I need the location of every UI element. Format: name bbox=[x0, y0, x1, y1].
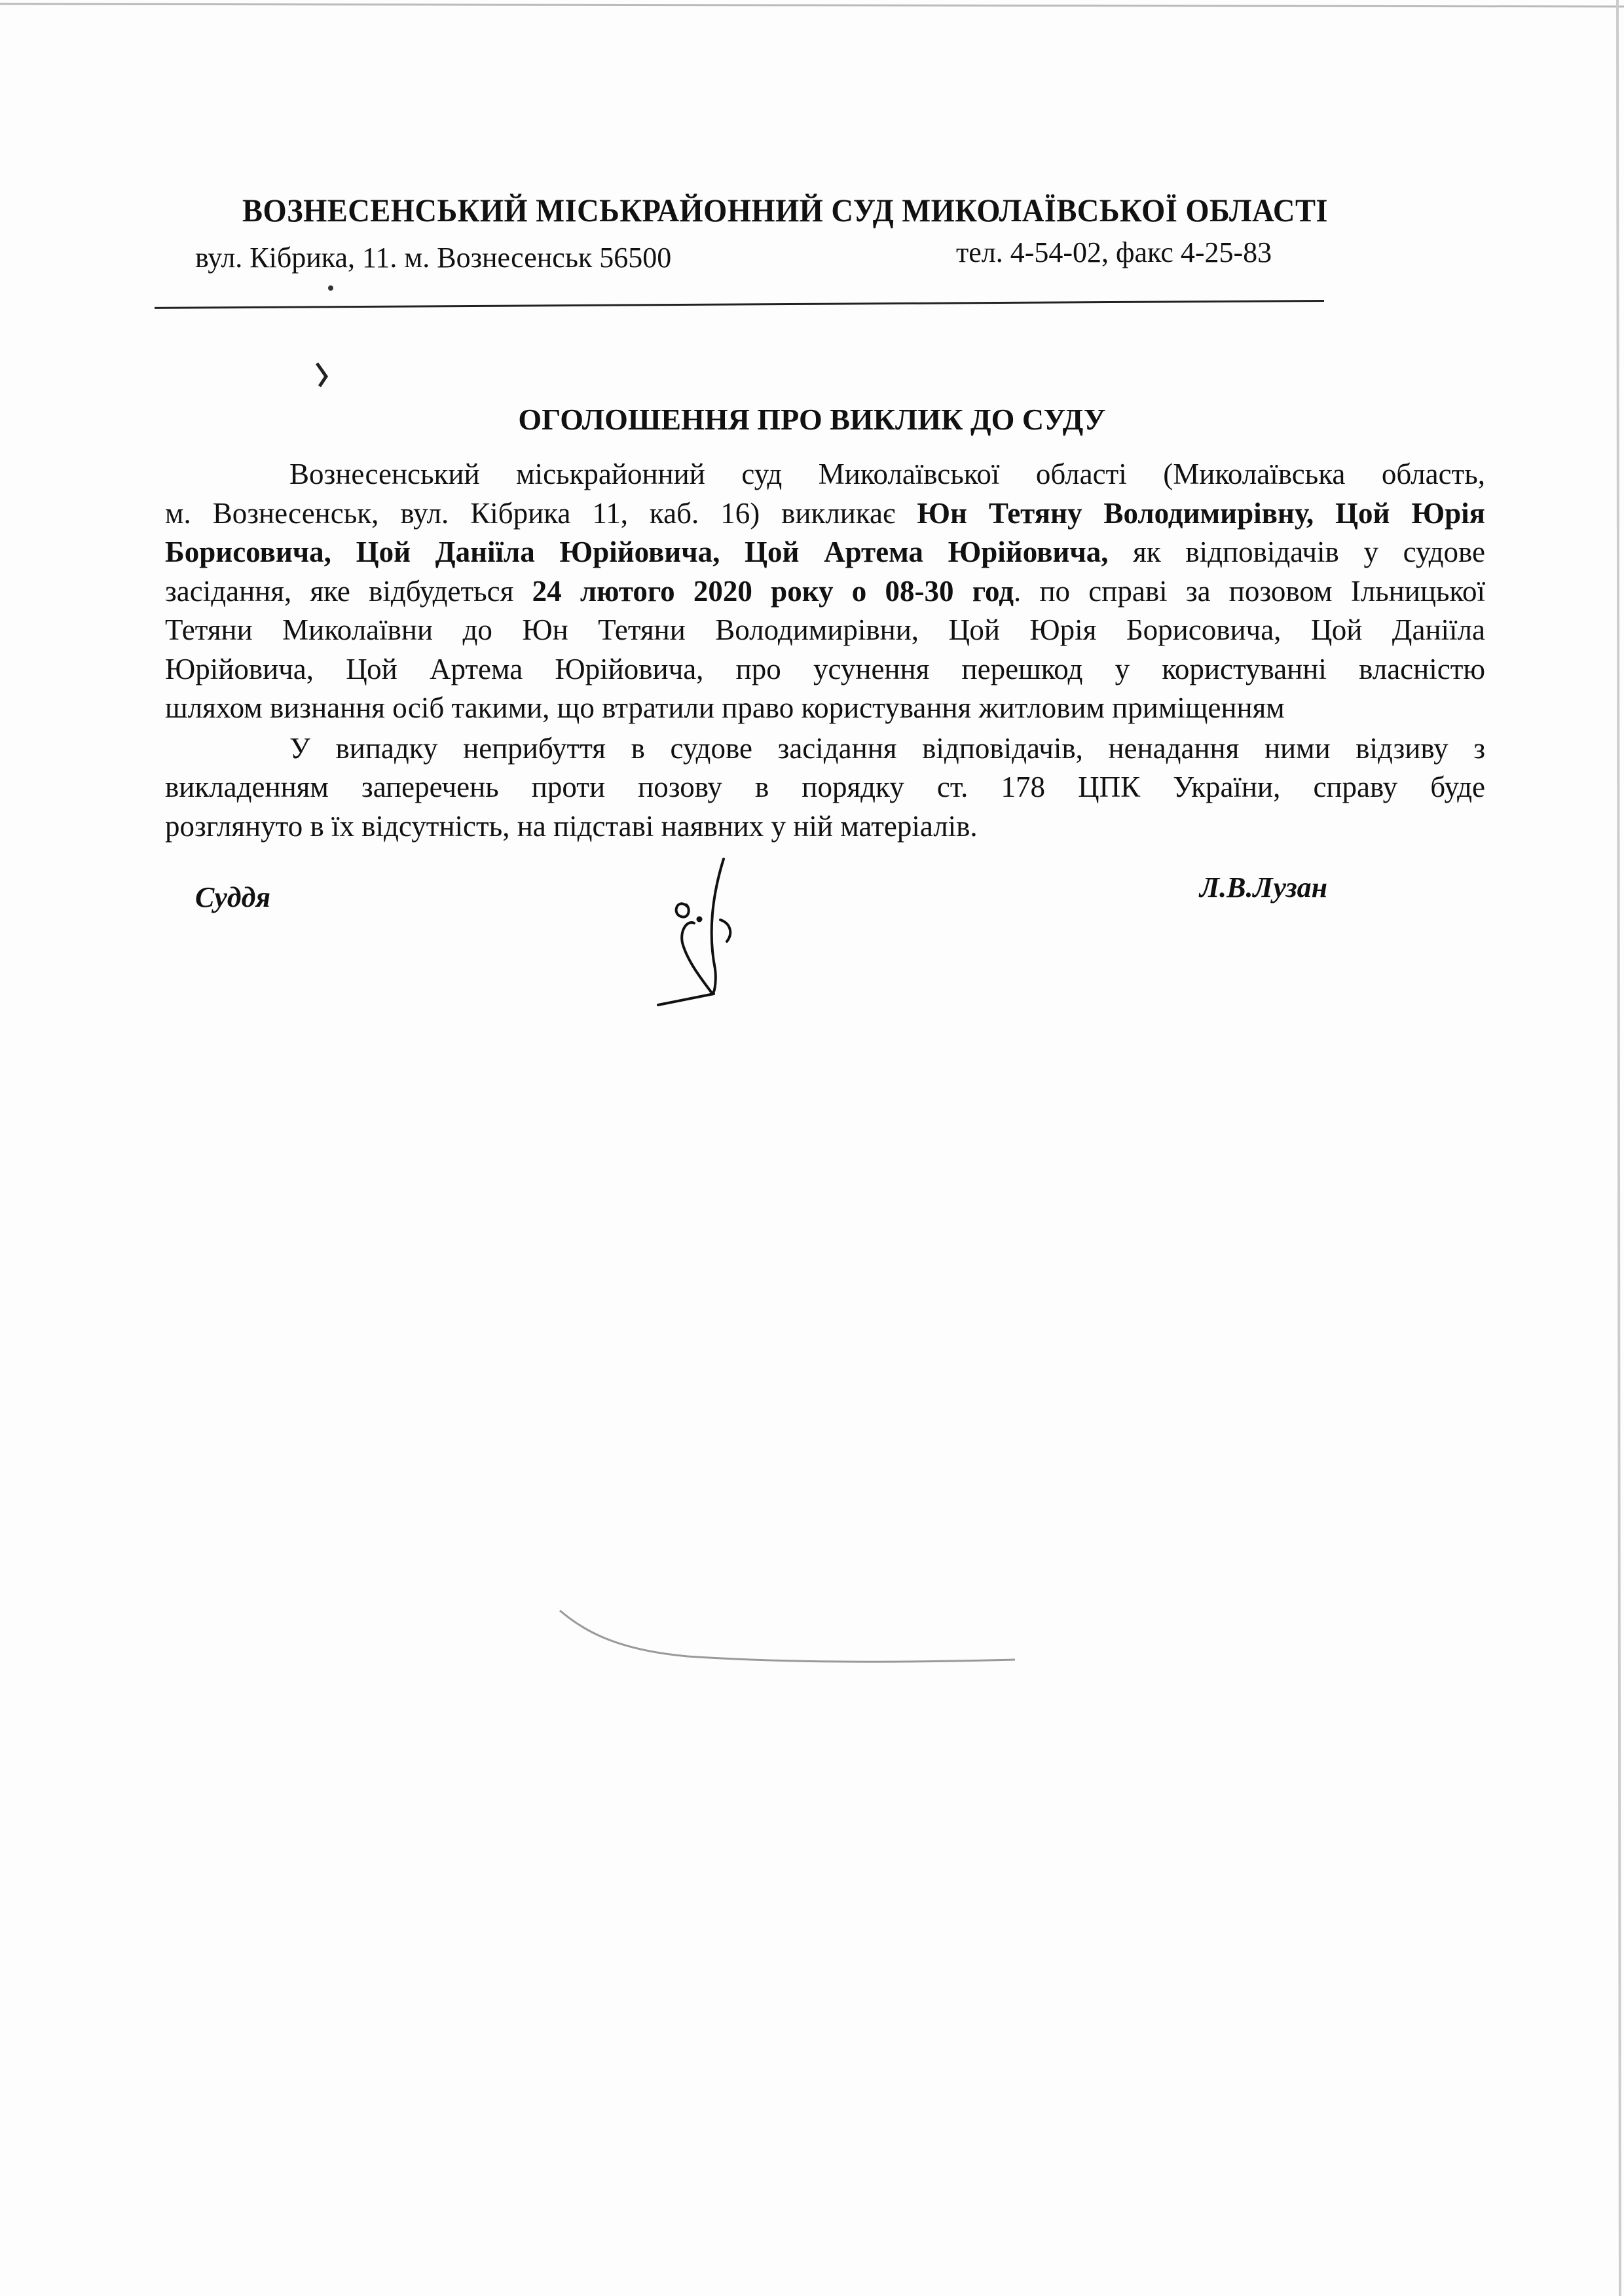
text: . по справі за позовом Ільницької bbox=[1013, 574, 1486, 608]
court-name-header: ВОЗНЕСЕНСЬКИЙ МІСЬКРАЙОННИЙ СУД МИКОЛАЇВСЬКОЇ ОБЛАСТІ bbox=[242, 192, 1328, 228]
text: Юрійовича, Цой Артема Юрійовича, про усунення перешкод у користуванні власністю bbox=[165, 652, 1485, 685]
text: шляхом визнання осіб такими, що втратили право користування житловим приміщенням bbox=[165, 691, 1285, 724]
text: У випадку неприбуття в судове засідання відповідачів, ненадання ними відзиву з bbox=[289, 731, 1485, 765]
text: викладенням заперечень проти позову в порядку ст. 178 ЦПК України, справу буде bbox=[165, 771, 1485, 803]
text: Тетяни Миколаївни до Юн Тетяни Володимирівни, Цой Юрія Борисовича, Цой Даніїла bbox=[165, 613, 1485, 646]
hearing-date: 24 лютого 2020 року о 08-30 год bbox=[532, 574, 1014, 608]
judge-name: Л.В.Лузан bbox=[1200, 871, 1328, 903]
court-address: вул. Кібрика, 11. м. Вознесенськ 56500 bbox=[195, 242, 672, 274]
text: м. Вознесенськ, вул. Кібрика 11, каб. 16) викликає bbox=[165, 496, 917, 530]
text: як відповідачів у судове bbox=[1108, 536, 1485, 568]
court-phones: тел. 4-54-02, факс 4-25-83 bbox=[956, 236, 1272, 268]
document-heading: ОГОЛОШЕННЯ ПРО ВИКЛИК ДО СУДУ bbox=[518, 403, 1106, 436]
defendants-names: Юн Тетяну Володимирівну, Цой Юрія bbox=[917, 496, 1486, 530]
text: розглянуто в їх відсутність, на підставі наявних у ній матеріалів. bbox=[165, 809, 978, 843]
text: засідання, яке відбудеться bbox=[165, 574, 532, 608]
text: Вознесенський міськрайонний суд Миколаївської області (Миколаївська область, bbox=[289, 458, 1485, 490]
judge-role-label: Суддя bbox=[195, 881, 271, 913]
defendants-names: Борисовича, Цой Даніїла Юрійовича, Цой Артема Юрійовича, bbox=[165, 536, 1109, 568]
